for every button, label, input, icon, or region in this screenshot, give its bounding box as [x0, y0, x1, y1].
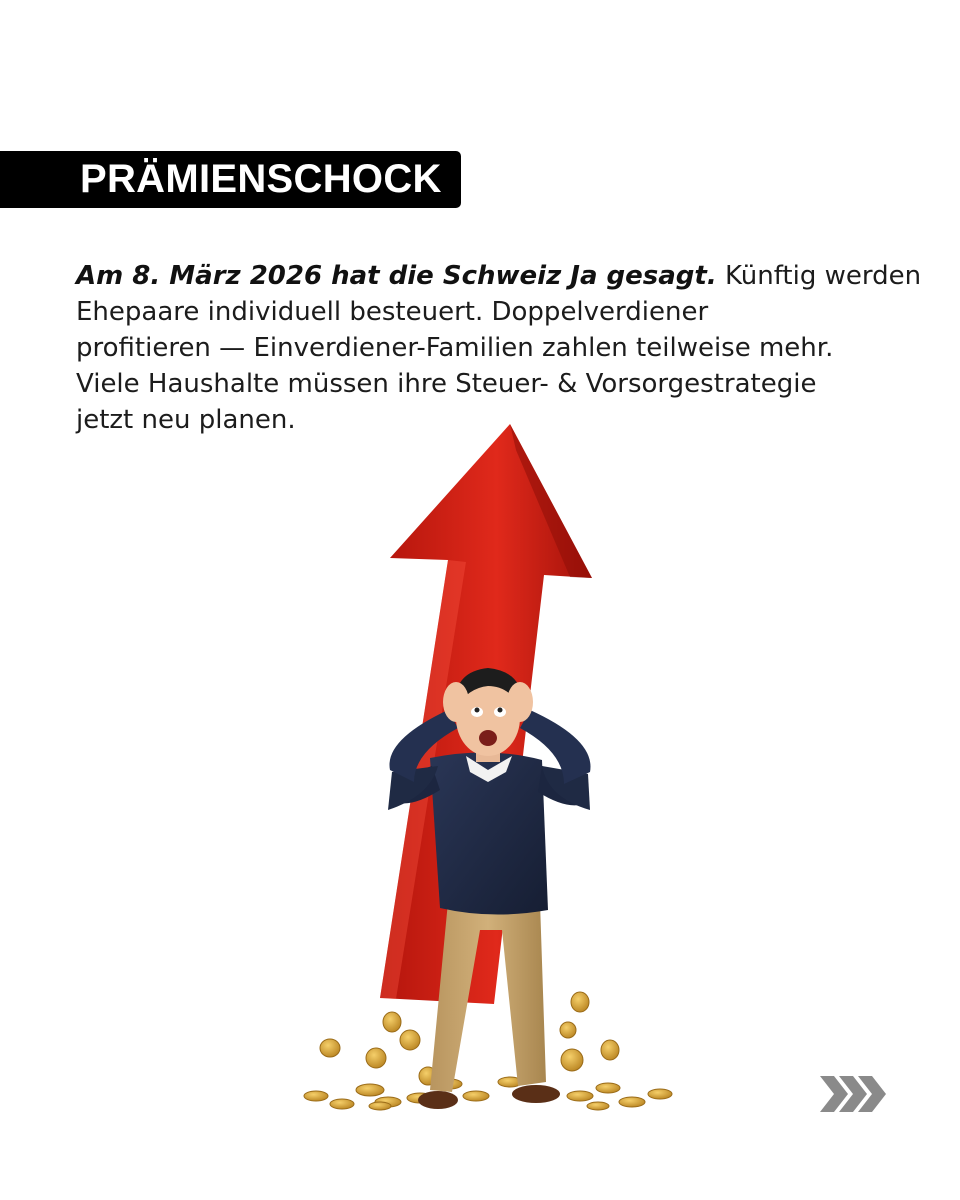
body-line-5: jetzt neu planen.	[76, 405, 296, 435]
body-lead-sentence: Am 8. März 2026 hat die Schweiz Ja gesagt.	[76, 261, 717, 291]
headline-banner	[0, 151, 461, 208]
shocked-man-illustration	[280, 410, 700, 1130]
headline-title: PRÄMIENSCHOCK	[80, 157, 442, 201]
body-line-1: Künftig werden	[716, 261, 922, 291]
body-line-4: Viele Haushalte müssen ihre Steuer- & Vorsorgestrategie	[76, 369, 817, 399]
coins-pile-icon	[304, 992, 672, 1110]
body-line-2: Ehepaare individuell besteuert. Doppelverdiener	[76, 297, 709, 327]
body-line-3: profitieren — Einverdiener-Familien zahlen teilweise mehr.	[76, 333, 834, 363]
triple-chevron-right-icon[interactable]	[818, 1074, 888, 1114]
